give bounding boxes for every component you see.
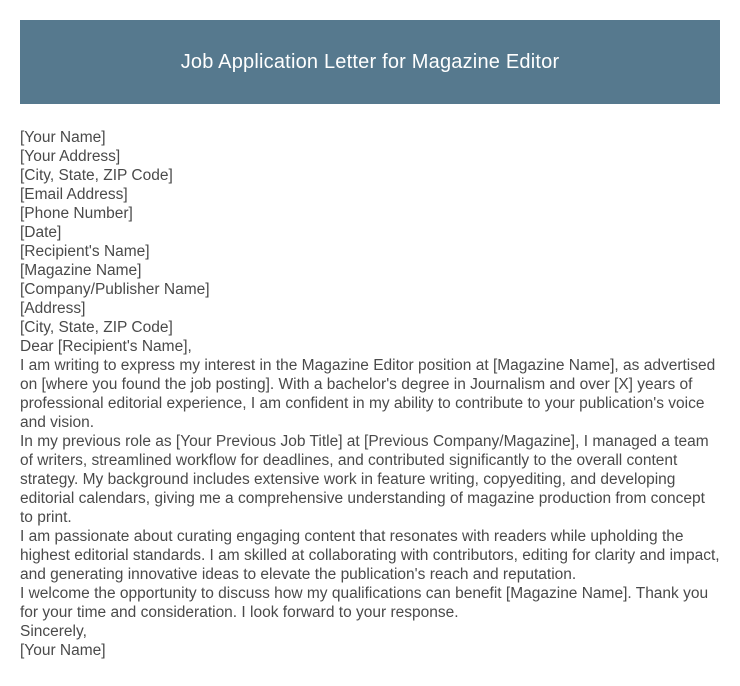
sender-phone-line: [Phone Number] bbox=[20, 205, 133, 222]
paragraph-introduction: I am writing to express my interest in the Magazine Editor position at [Magazine Name], as advertised on [where you found the job posting]. With a bachelor's degree in Journalism and over [X] years of professional editorial experience, I am confident in my ability to contribute to your publication's voice and vision. bbox=[20, 357, 716, 431]
date-line: [Date] bbox=[20, 224, 62, 241]
recipient-company-line: [Company/Publisher Name] bbox=[20, 281, 210, 298]
paragraph-skills: I am passionate about curating engaging content that resonates with readers while upholding the highest editorial standards. I am skilled at collaborating with contributors, editing for clarity and impact, and generating innovative ideas to elevate the publication's reach and reputation. bbox=[20, 528, 720, 583]
recipient-magazine-line: [Magazine Name] bbox=[20, 262, 142, 279]
sender-email-line: [Email Address] bbox=[20, 186, 128, 203]
recipient-address-line: [Address] bbox=[20, 300, 86, 317]
paragraph-experience: In my previous role as [Your Previous Job Title] at [Previous Company/Magazine], I managed a team of writers, streamlined workflow for deadlines, and contributed significantly to the overall content strategy. My background includes extensive work in feature writing, copyediting, and developing editorial calendars, giving me a comprehensive understanding of magazine production from concept to print. bbox=[20, 433, 709, 526]
paragraph-call-to-action: I welcome the opportunity to discuss how my qualifications can benefit [Magazine Name]. Thank you for your time and consideration. I look forward to your response. bbox=[20, 585, 709, 621]
signature: [Your Name] bbox=[20, 642, 106, 659]
sender-address-line: [Your Address] bbox=[20, 148, 121, 165]
letter-body bbox=[20, 128, 720, 660]
recipient-name-line: [Recipient's Name] bbox=[20, 243, 150, 260]
sender-city-line: [City, State, ZIP Code] bbox=[20, 167, 173, 184]
document-title: Job Application Letter for Magazine Editor bbox=[180, 50, 560, 73]
salutation: Dear [Recipient's Name], bbox=[20, 338, 192, 355]
sender-name-line: [Your Name] bbox=[20, 129, 106, 146]
recipient-city-line: [City, State, ZIP Code] bbox=[20, 319, 173, 336]
closing: Sincerely, bbox=[20, 623, 87, 640]
title-banner bbox=[20, 20, 720, 104]
